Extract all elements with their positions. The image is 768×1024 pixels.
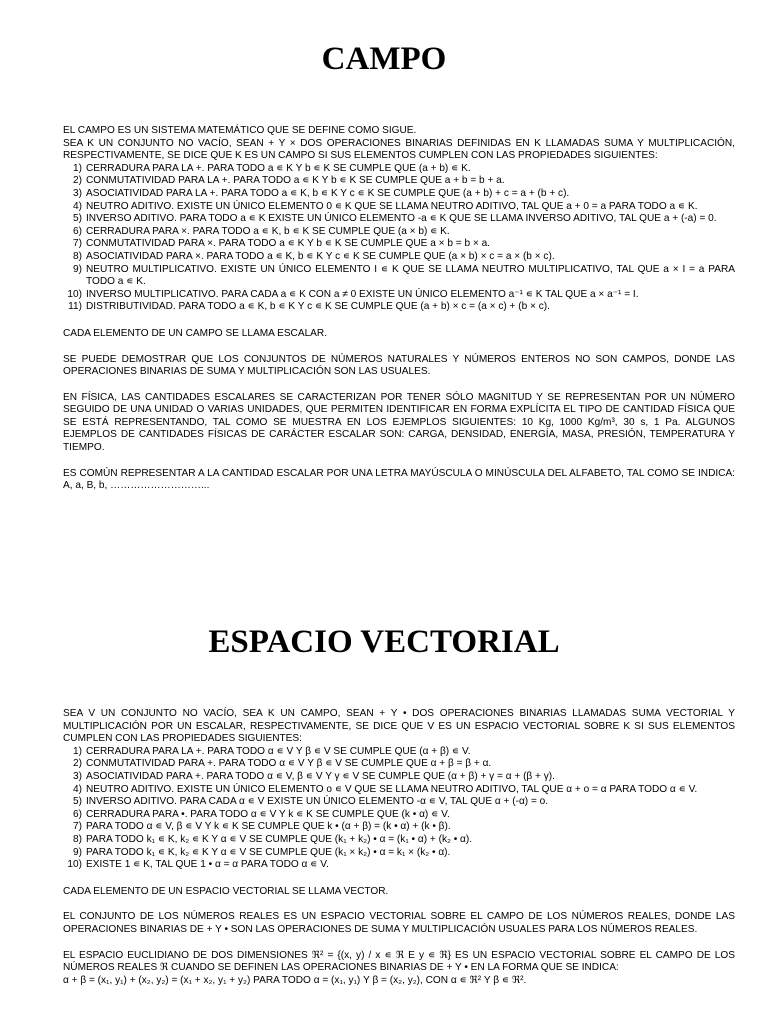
- campo-property-item: 2) CONMUTATIVIDAD PARA LA +. PARA TODO a ∊ K Y b ∊ K SE CUMPLE QUE a + b = b + a.: [73, 175, 505, 187]
- ev-property-item: 10) EXISTE 1 ∊ K, TAL QUE 1 • α = α PARA TODO α ∊ V.: [67, 859, 329, 871]
- campo-property-item: 1) CERRADURA PARA LA +. PARA TODO a ∊ K Y b ∊ K SE CUMPLE QUE (a + b) ∊ K.: [73, 162, 471, 174]
- ev-property-item: 5) INVERSO ADITIVO. PARA CADA α ∊ V EXISTE UN ÚNICO ELEMENTO -α ∊ V, TAL QUE α + (-α) = o.: [73, 796, 549, 808]
- campo-property-item: 5) INVERSO ADITIVO. PARA TODO a ∊ K EXISTE UN ÚNICO ELEMENTO -a ∊ K QUE SE LLAMA INVERSO ADITIVO, TAL QUE a + (-a) = 0.: [73, 213, 717, 225]
- ev-properties-list: [63, 746, 735, 872]
- ev-paragraph-euclidiano: EL ESPACIO EUCLIDIANO DE DOS DIMENSIONES ℜ² = {(x, y) / x ∊ ℜ E y ∊ ℜ} ES UN ESPACIO VECTORIAL SOBRE EL CAMPO DE LOS NÚMEROS REALES ℜ CUANDO SE DEFINEN LAS OPERACIONES BINARIAS DE + Y • EN LA FORMA QUE SE INDICA:: [63, 949, 735, 974]
- ev-property-item: 6) CERRADURA PARA •. PARA TODO α ∊ V Y k ∊ K SE CUMPLE QUE (k • α) ∊ V.: [73, 808, 450, 820]
- section-title-campo: CAMPO: [321, 41, 447, 77]
- ev-property-item: 3) ASOCIATIVIDAD PARA +. PARA TODO α ∊ V, β ∊ V Y γ ∊ V SE CUMPLE QUE (α + β) + γ = α + (β + γ).: [73, 770, 555, 782]
- campo-property-item: 8) ASOCIATIVIDAD PARA ×. PARA TODO a ∊ K, b ∊ K Y c ∊ K SE CUMPLE QUE (a × b) × c = a × (b × c).: [73, 250, 555, 262]
- campo-paragraph-escalar: CADA ELEMENTO DE UN CAMPO SE LLAMA ESCALAR.: [63, 327, 328, 339]
- ev-property-item: 7) PARA TODO α ∊ V, β ∊ V Y k ∊ K SE CUMPLE QUE k • (α + β) = (k • α) + (k • β).: [73, 821, 451, 833]
- campo-properties-list: [63, 163, 735, 314]
- campo-section-body: [63, 125, 735, 493]
- campo-paragraph-fisica: EN FÍSICA, LAS CANTIDADES ESCALARES SE CARACTERIZAN POR TENER SÓLO MAGNITUD Y SE REPRESENTAN POR UN NÚMERO SEGUIDO DE UNA UNIDAD O VARIAS UNIDADES, QUE PERMITEN IDENTIFICAR EN FORMA EXPLÍCITA EL TIPO DE CANTIDAD FÍSICA QUE SE ESTÁ REPRESENTANDO, TAL COMO SE MUESTRA EN LOS EJEMPLOS SIGUIENTES: 10 Kg, 1000 Kg/m³, 30 s, 1 Pa. ALGUNOS EJEMPLOS DE CANTIDADES FÍSICAS DE CARÁCTER ESCALAR SON: CARGA, DENSIDAD, ENERGÍA, MASA, PRESIÓN, TEMPERATURA Y TIEMPO.: [63, 391, 735, 454]
- ev-paragraph-reales: EL CONJUNTO DE LOS NÚMEROS REALES ES UN ESPACIO VECTORIAL SOBRE EL CAMPO DE LOS NÚMEROS REALES, DONDE LAS OPERACIONES BINARIAS DE + Y • SON LAS OPERACIONES DE SUMA Y MULTIPLICACIÓN USUALES PARA LOS NÚMEROS REALES.: [63, 911, 735, 935]
- espacio-vectorial-section-body: [63, 708, 735, 987]
- ev-property-item: 4) NEUTRO ADITIVO. EXISTE UN ÚNICO ELEMENTO o ∊ V QUE SE LLAMA NEUTRO ADITIVO, TAL QUE α + o = α PARA TODO α ∊ V.: [73, 783, 698, 795]
- ev-property-item: 9) PARA TODO k₁ ∊ K, k₂ ∊ K Y α ∊ V SE CUMPLE QUE (k₁ × k₂) • α = k₁ × (k₂ • α).: [73, 846, 451, 858]
- campo-paragraph-representar: ES COMÚN REPRESENTAR A LA CANTIDAD ESCALAR POR UNA LETRA MAYÚSCULA O MINÚSCULA DEL ALFABETO, TAL COMO SE INDICA: A, a, B, b, ………………………...: [63, 467, 735, 492]
- campo-property-item: 6) CERRADURA PARA ×. PARA TODO a ∊ K, b ∊ K SE CUMPLE QUE (a × b) ∊ K.: [73, 225, 450, 237]
- ev-paragraph-vector: CADA ELEMENTO DE UN ESPACIO VECTORIAL SE LLAMA VECTOR.: [63, 885, 389, 897]
- campo-property-item: 4) NEUTRO ADITIVO. EXISTE UN ÚNICO ELEMENTO 0 ∊ K QUE SE LLAMA NEUTRO ADITIVO, TAL QUE a + 0 = a PARA TODO a ∊ K.: [73, 200, 698, 212]
- ev-property-item: 8) PARA TODO k₁ ∊ K, k₂ ∊ K Y α ∊ V SE CUMPLE QUE (k₁ + k₂) • α = (k₁ • α) + (k₂ • α).: [73, 833, 473, 845]
- campo-paragraph-demostrar: SE PUEDE DEMOSTRAR QUE LOS CONJUNTOS DE NÚMEROS NATURALES Y NÚMEROS ENTEROS NO SON CAMPOS, DONDE LAS OPERACIONES BINARIAS DE SUMA Y MULTIPLICACIÓN SON LAS USUALES.: [63, 353, 735, 378]
- ev-property-item: 2) CONMUTATIVIDAD PARA +. PARA TODO α ∊ V Y β ∊ V SE CUMPLE QUE α + β = β + α.: [73, 758, 492, 770]
- ev-paragraph-suma-definicion: α + β = (x₁, y₁) + (x₂, y₂) = (x₁ + x₂, y₁ + y₂) PARA TODO α = (x₁, y₁) Y β = (x₂, y₂), CON α ∊ ℜ² Y β ∊ ℜ².: [63, 974, 527, 986]
- ev-intro: SEA V UN CONJUNTO NO VACÍO, SEA K UN CAMPO, SEAN + Y • DOS OPERACIONES BINARIAS LLAMADAS SUMA VECTORIAL Y MULTIPLICACIÓN POR UN ESCALAR, RESPECTIVAMENTE, SE DICE QUE V ES UN ESPACIO VECTORIAL SOBRE K SI SUS ELEMENTOS CUMPLEN CON LAS PROPIEDADES SIGUIENTES:: [63, 708, 735, 745]
- campo-intro-line-2: SEA K UN CONJUNTO NO VACÍO, SEAN + Y × DOS OPERACIONES BINARIAS DEFINIDAS EN K LLAMADAS SUMA Y MULTIPLICACIÓN, RESPECTIVAMENTE, SE DICE QUE K ES UN CAMPO SI SUS ELEMENTOS CUMPLEN CON LAS PROPIEDADES SIGUIENTES:: [63, 137, 735, 162]
- section-title-espacio-vectorial: ESPACIO VECTORIAL: [208, 624, 560, 660]
- campo-property-item: 9) NEUTRO MULTIPLICATIVO. EXISTE UN ÚNICO ELEMENTO I ∊ K QUE SE LLAMA NEUTRO MULTIPLICATIVO, TAL QUE a × I = a PARA TODO a ∊ K.: [73, 263, 735, 288]
- campo-property-item: 7) CONMUTATIVIDAD PARA ×. PARA TODO a ∊ K Y b ∊ K SE CUMPLE QUE a × b = b × a.: [73, 238, 490, 250]
- ev-property-item: 1) CERRADURA PARA LA +. PARA TODO α ∊ V Y β ∊ V SE CUMPLE QUE (α + β) ∊ V.: [73, 745, 471, 757]
- campo-property-item: 10) INVERSO MULTIPLICATIVO. PARA CADA a ∊ K CON a ≠ 0 EXISTE UN ÚNICO ELEMENTO a⁻¹ ∊ K TAL QUE a × a⁻¹ = I.: [67, 288, 639, 300]
- campo-intro-line-1: EL CAMPO ES UN SISTEMA MATEMÁTICO QUE SE DEFINE COMO SIGUE.: [63, 125, 417, 136]
- campo-property-item: 3) ASOCIATIVIDAD PARA LA +. PARA TODO a ∊ K, b ∊ K Y c ∊ K SE CUMPLE QUE (a + b) + c = a + (b + c).: [73, 187, 570, 199]
- campo-property-item: 11) DISTRIBUTIVIDAD. PARA TODO a ∊ K, b ∊ K Y c ∊ K SE CUMPLE QUE (a + b) × c = (a × c) + (b × c).: [68, 301, 550, 313]
